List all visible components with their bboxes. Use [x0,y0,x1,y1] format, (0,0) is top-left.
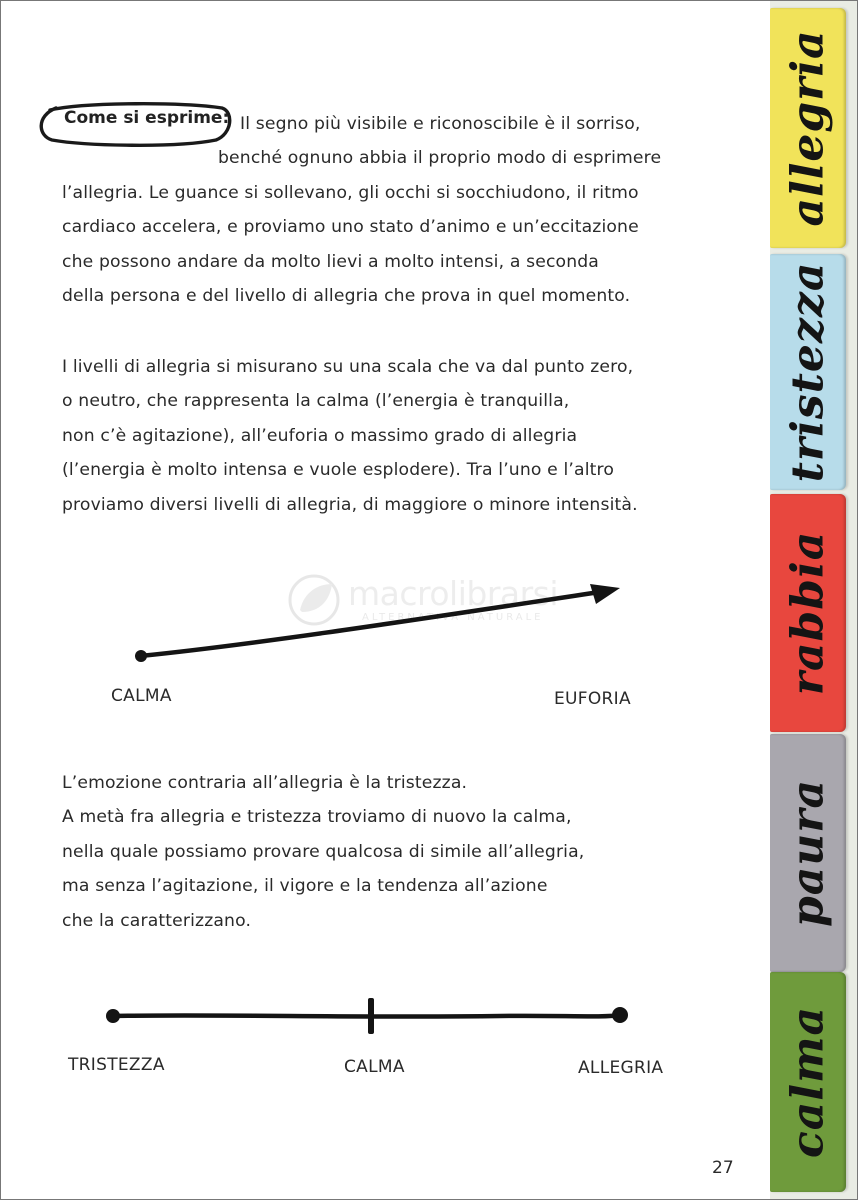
scale-left-dot [106,1009,120,1023]
calm-euphoria-scale [120,574,640,674]
paragraph-expression [62,107,661,313]
tab-label: calma [782,1005,834,1159]
watermark-tagline: ALTERNATIVA NATURALE [362,612,544,623]
text-line: che possono andare da molto lievi a molto intensi, a seconda [62,251,599,272]
text-line: (l’energia è molto intensa e vuole esplodere). Tra l’uno e l’altro [62,460,615,481]
text-line: A metà fra allegria e tristezza troviamo di nuovo la calma, [62,807,572,828]
paragraph-opposite [62,766,584,938]
text-line: proviamo diversi livelli di allegria, di maggiore o minore intensità. [62,494,638,515]
chapter-tabs [770,0,858,1200]
scale-arrow-line [140,592,600,656]
sadness-joy-scale [100,994,640,1038]
scale-label-calma-middle: CALMA [344,1057,405,1077]
scale-label-allegria: ALLEGRIA [578,1058,664,1078]
scale-right-dot [612,1007,628,1023]
arrow-head-icon [590,584,620,604]
tab-label: tristezza [782,261,834,483]
watermark-brand: macrolibrarsi [348,574,559,613]
scale-line [112,1015,622,1017]
text-line: o neutro, che rappresenta la calma (l’energia è tranquilla, [62,391,570,412]
text-line: ma senza l’agitazione, il vigore e la tendenza all’azione [62,876,548,897]
scale-label-calma: CALMA [111,686,172,706]
text-line: cardiaco accelera, e proviamo uno stato d’animo e un’eccitazione [62,217,639,238]
text-line: benché ognuno abbia il proprio modo di esprimere [218,148,662,169]
scale-start-dot [135,650,147,662]
page-number: 27 [712,1158,734,1178]
paragraph-levels [62,350,638,522]
text-line: nella quale possiamo provare qualcosa di simile all’allegria, [62,841,585,862]
tab-label: paura [782,779,834,927]
text-line: non c’è agitazione), all’euforia o massimo grado di allegria [62,425,578,446]
tab-label: allegria [782,29,834,227]
tab-allegria[interactable] [770,8,846,248]
scale-label-tristezza: TRISTEZZA [68,1055,165,1075]
section-label-text: Come si esprime: [64,108,230,128]
tab-paura[interactable] [770,734,846,972]
tab-label: rabbia [782,530,834,696]
text-line: l’allegria. Le guance si sollevano, gli occhi si socchiudono, il ritmo [62,182,639,203]
text-line: I livelli di allegria si misurano su una scala che va dal punto zero, [62,357,634,377]
text-line: Il segno più visibile e riconoscibile è il sorriso, [240,114,641,134]
scale-label-euforia: EUFORIA [554,689,631,709]
text-line: L’emozione contraria all’allegria è la tristezza. [62,773,468,793]
tab-calma[interactable] [770,972,846,1192]
tab-tristezza[interactable] [770,254,846,490]
scale-middle-tick [368,998,374,1034]
text-line: che la caratterizzano. [62,910,252,931]
text-line: della persona e del livello di allegria che prova in quel momento. [62,286,631,307]
tab-rabbia[interactable] [770,494,846,732]
